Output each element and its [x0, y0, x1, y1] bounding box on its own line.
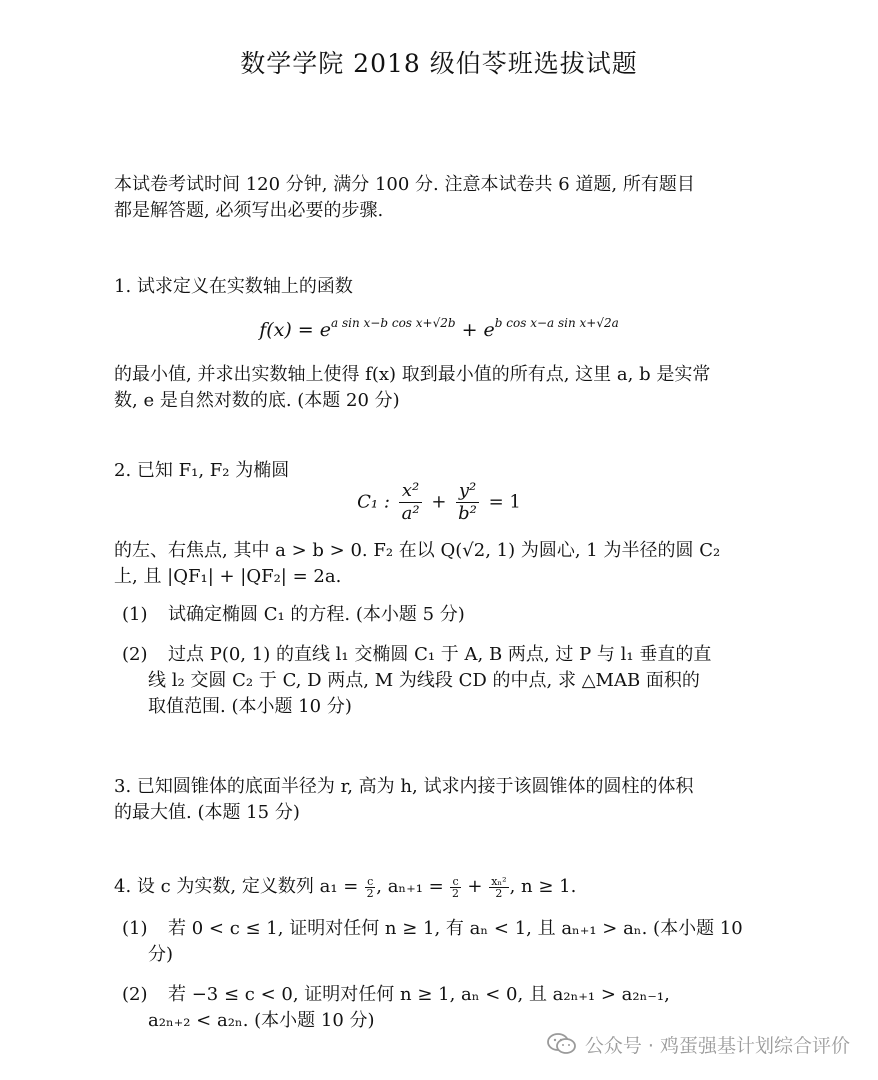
q1-formula: $f(x) = e^{a sin x-b cos x+√2b} + e^{b cos x-a sin x+√2a}$ — [259, 316, 619, 341]
q2-lead: 2. 已知 F₁, F₂ 为椭圆 — [114, 460, 290, 481]
q2-ellipse-formula: C₁ : $\frac{\text{x²}}{\text{a²}}$ + $\frac{\text{y²}}{\text{b²}}$ = 1 — [357, 480, 521, 524]
wechat-watermark: 公众号 · 鸡蛋强基计划综合评价 — [547, 1030, 850, 1058]
q1-body: 的最小值, 并求出实数轴上使得 f(x) 取到最小值的所有点, 这里 a, b 是实常 数, e 是自然对数的底. (本题 20 分) — [114, 364, 711, 411]
fraction-y: $\frac{\text{y²}}{\text{b²}}$ — [455, 480, 480, 525]
exam-title: 数学学院 2018 级伯苓班选拔试题 — [240, 49, 638, 78]
wechat-icon — [547, 1032, 577, 1056]
fraction-c-over-2: $\frac{c}{2}$ — [366, 874, 374, 900]
q3-body: 3. 已知圆锥体的底面半径为 r, 高为 h, 试求内接于该圆锥体的圆柱的体积 的最大值. (本题 15 分) — [114, 776, 694, 823]
q2-part2: (2) 过点 P(0, 1) 的直线 l₁ 交椭圆 C₁ 于 A, B 两点, 过 P 与 l₁ 垂直的直 线 l₂ 交圆 C₂ 于 C, D 两点, M 为线段 CD 的中点, 求 △MAB 面积的 取值范围. (本小题 10 分) — [122, 644, 712, 717]
q4-part1: (1) 若 0 < c ≤ 1, 证明对任何 n ≥ 1, 有 aₙ < 1, 且 aₙ₊₁ > aₙ. (本小题 10 分) — [122, 918, 743, 965]
q4-lead: 4. 设 c 为实数, 定义数列 a₁ = $\frac{c}{2}$ , aₙ₊₁ = $\frac{c}{2}$ + $\frac{\text{xₙ²}}{2}$ , n ≥ 1. — [114, 874, 577, 900]
exam-instructions: 本试卷考试时间 120 分钟, 满分 100 分. 注意本试卷共 6 道题, 所有题目 都是解答题, 必须写出必要的步骤. — [114, 174, 695, 221]
fraction-xn2-over-2: $\frac{\text{xₙ²}}{2}$ — [491, 874, 507, 900]
q2-body: 的左、右焦点, 其中 a > b > 0. F₂ 在以 Q(√2, 1) 为圆心, 1 为半径的圆 C₂ 上, 且 |QF₁| + |QF₂| = 2a. — [114, 540, 721, 587]
q4-part2: (2) 若 −3 ≤ c < 0, 证明对任何 n ≥ 1, aₙ < 0, 且 a₂ₙ₊₁ > a₂ₙ₋₁, a₂ₙ₊₂ < a₂ₙ. (本小题 10 分) — [122, 984, 670, 1031]
fraction-x: $\frac{\text{x²}}{\text{a²}}$ — [399, 480, 423, 525]
fraction-c-over-2-b: $\frac{c}{2}$ — [452, 874, 460, 900]
q1-lead: 1. 试求定义在实数轴上的函数 — [114, 276, 353, 297]
q2-part1: (1) 试确定椭圆 C₁ 的方程. (本小题 5 分) — [122, 604, 465, 625]
